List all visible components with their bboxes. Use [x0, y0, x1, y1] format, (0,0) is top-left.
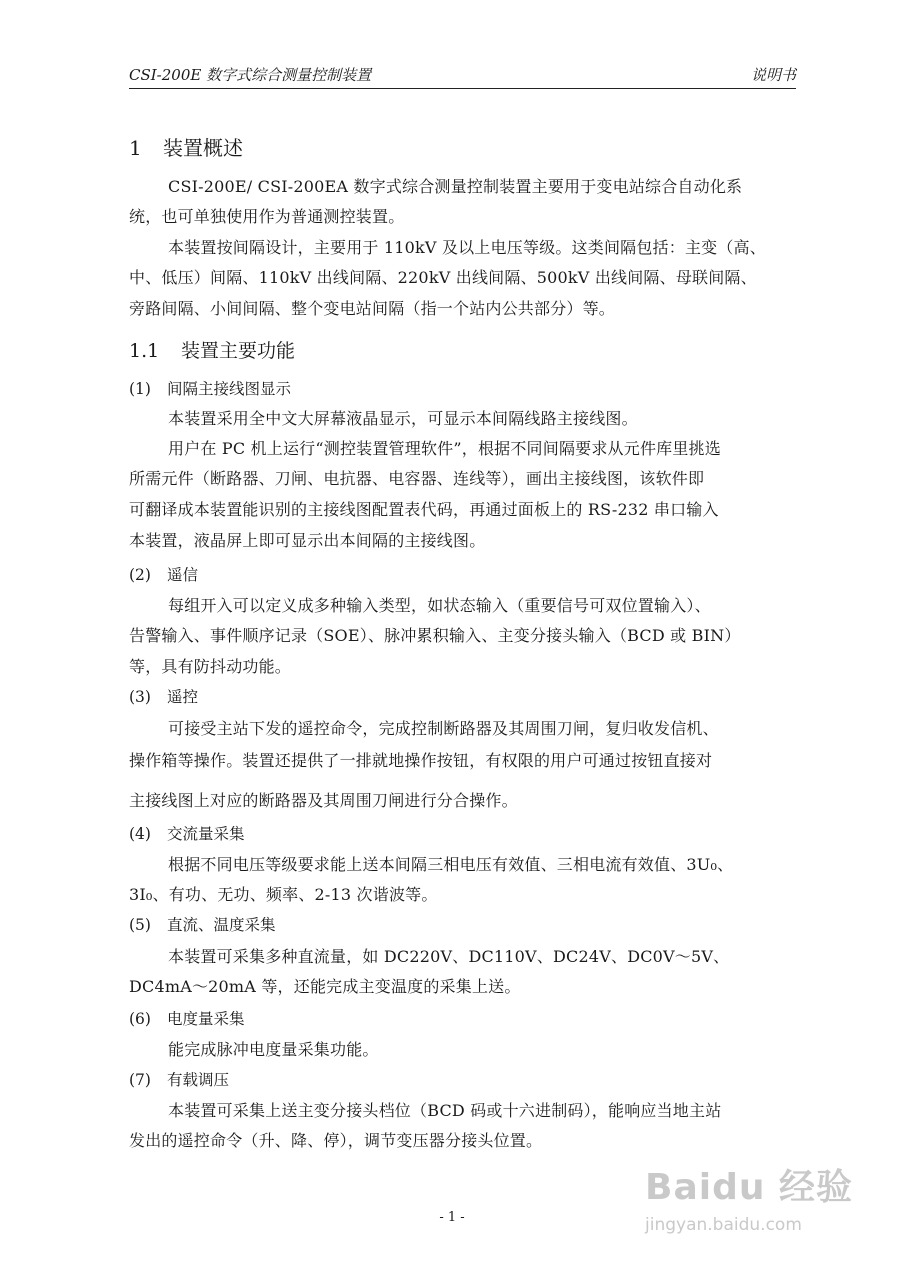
page-number: - 1 - — [439, 1210, 465, 1225]
watermark-brand: Baidu 经验 — [645, 1167, 854, 1208]
item-title: 有载调压 — [167, 1071, 230, 1089]
paragraph-line: 告警输入、事件顺序记录（SOE）、脉冲累积输入、主变分接头输入（BCD 或 BIN） — [129, 626, 741, 645]
item-number: (3) — [129, 688, 151, 706]
running-header-title: CSI-200E 数字式综合测量控制装置 — [129, 66, 372, 84]
section-heading-1 — [129, 132, 243, 161]
item-number: (2) — [129, 566, 151, 584]
paragraph-line: 统，也可单独使用作为普通测控装置。 — [129, 207, 405, 226]
subsection-title: 装置主要功能 — [181, 340, 296, 362]
paragraph-line: 可接受主站下发的遥控命令，完成控制断路器及其周围刀闸，复归收发信机、 — [168, 719, 719, 738]
paragraph-line: 本装置，液晶屏上即可显示出本间隔的主接线图。 — [129, 531, 486, 550]
paragraph-line: 等，具有防抖动功能。 — [129, 657, 292, 676]
paragraph-line: 本装置按间隔设计，主要用于 110kV 及以上电压等级。这类间隔包括：主变（高、 — [168, 238, 766, 257]
section-title: 装置概述 — [163, 136, 243, 160]
item-title: 交流量采集 — [167, 825, 245, 843]
item-number: (1) — [129, 380, 151, 398]
item-title: 间隔主接线图显示 — [167, 380, 292, 398]
paragraph-line: 用户在 PC 机上运行“测控装置管理软件”，根据不同间隔要求从元件库里挑选 — [168, 439, 721, 458]
item-title: 遥控 — [167, 688, 199, 706]
subsection-number: 1.1 — [129, 340, 160, 362]
item-title: 直流、温度采集 — [167, 916, 276, 934]
item-number: (7) — [129, 1071, 151, 1089]
paragraph-line: 所需元件（断路器、刀闸、电抗器、电容器、连线等），画出主接线图，该软件即 — [129, 469, 705, 488]
paragraph-line: 3I₀、有功、无功、频率、2-13 次谐波等。 — [129, 885, 438, 904]
paragraph-line: 根据不同电压等级要求能上送本间隔三相电压有效值、三相电流有效值、3U₀、 — [168, 855, 734, 874]
paragraph-line: 本装置采用全中文大屏幕液晶显示，可显示本间隔线路主接线图。 — [168, 409, 638, 428]
paragraph-line: CSI-200E/ CSI-200EA 数字式综合测量控制装置主要用于变电站综合自动化系 — [168, 177, 743, 196]
list-item-heading — [129, 563, 198, 585]
subsection-heading-1-1 — [129, 336, 295, 363]
paragraph-line: 操作箱等操作。装置还提供了一排就地操作按钮，有权限的用户可通过按钮直接对 — [129, 751, 713, 770]
running-header-doc-type: 说明书 — [750, 66, 796, 84]
paragraph-line: 能完成脉冲电度量采集功能。 — [168, 1040, 379, 1059]
item-number: (4) — [129, 825, 151, 843]
header-rule — [129, 88, 796, 89]
list-item-heading — [129, 377, 291, 399]
paragraph-line: 主接线图上对应的断路器及其周围刀闸进行分合操作。 — [129, 791, 518, 810]
paragraph-line: 中、低压）间隔、110kV 出线间隔、220kV 出线间隔、500kV 出线间隔、母联间隔、 — [129, 268, 757, 287]
list-item-heading — [129, 685, 198, 707]
item-title: 电度量采集 — [167, 1010, 245, 1028]
baidu-jingyan-watermark — [645, 1168, 885, 1260]
paragraph-line: 旁路间隔、小间间隔、整个变电站间隔（指一个站内公共部分）等。 — [129, 299, 616, 318]
item-title: 遥信 — [167, 566, 199, 584]
paragraph-line: 本装置可采集多种直流量，如 DC220V、DC110V、DC24V、DC0V～5V、 — [168, 947, 730, 966]
paragraph-line: 每组开入可以定义成多种输入类型，如状态输入（重要信号可双位置输入）、 — [168, 596, 711, 615]
list-item-heading — [129, 822, 245, 844]
list-item-heading — [129, 913, 276, 935]
paragraph-line: 可翻译成本装置能识别的主接线图配置表代码，再通过面板上的 RS-232 串口输入 — [129, 500, 719, 519]
paragraph-line: DC4mA～20mA 等，还能完成主变温度的采集上送。 — [129, 977, 521, 996]
list-item-heading — [129, 1068, 229, 1090]
item-number: (6) — [129, 1010, 151, 1028]
paragraph-line: 本装置可采集上送主变分接头档位（BCD 码或十六进制码），能响应当地主站 — [168, 1101, 722, 1120]
item-number: (5) — [129, 916, 151, 934]
paragraph-line: 发出的遥控命令（升、降、停），调节变压器分接头位置。 — [129, 1131, 543, 1150]
watermark-url: jingyan.baidu.com — [645, 1215, 802, 1235]
list-item-heading — [129, 1007, 245, 1029]
section-number: 1 — [129, 136, 142, 160]
